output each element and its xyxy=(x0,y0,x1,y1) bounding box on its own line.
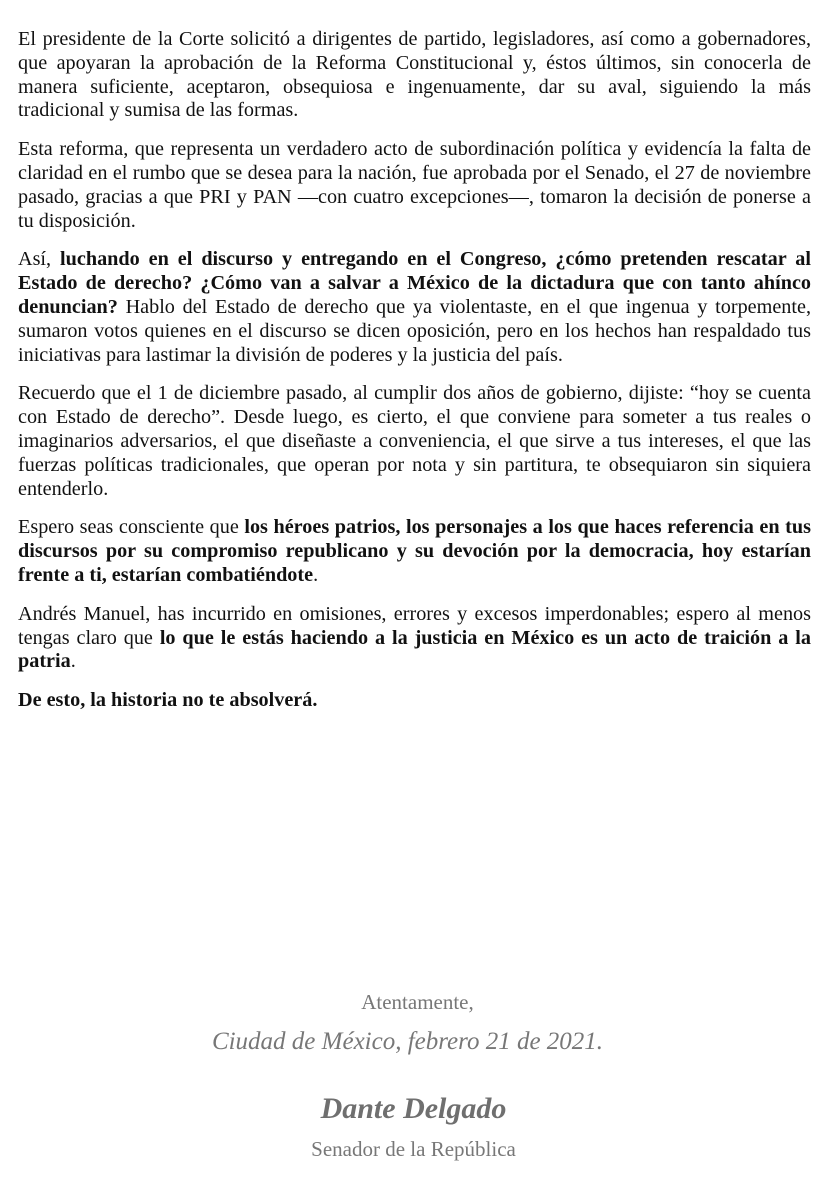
paragraph-3-rest: Hablo del Estado de derecho que ya violentaste, en el que ingenua y torpemente, sumaron votos quienes en el discurso se dicen oposición, pero en los hechos han respaldado tus iniciativas para lastimar la división de poderes y la justicia del país. xyxy=(18,295,811,366)
paragraph-1: El presidente de la Corte solicitó a dirigentes de partido, legisladores, así como a gobernadores, que apoyaran la aprobación de la Reforma Constitucional y, éstos últimos, sin conocerla de manera suficiente, aceptaron, obsequiosa e ingenuamente, dar su aval, siguiendo la más tradicional y sumisa de las formas. xyxy=(18,28,811,122)
paragraph-2: Esta reforma, que representa un verdadero acto de subordinación política y evidencía la falta de claridad en el rumbo que se desea para la nación, fue aprobada por el Senado, el 27 de noviembre pasado, gracias a que PRI y PAN —con cuatro excepciones—, tomaron la decisión de ponerse a tu disposición. xyxy=(18,138,811,232)
closing-statement: De esto, la historia no te absolverá. xyxy=(18,689,318,712)
paragraph-5-end: . xyxy=(313,563,319,586)
letter-body xyxy=(18,28,811,728)
paragraph-5-intro: Espero seas consciente que xyxy=(18,516,245,539)
paragraph-3 xyxy=(18,248,811,367)
paragraph-5 xyxy=(18,516,811,587)
paragraph-4: Recuerdo que el 1 de diciembre pasado, al cumplir dos años de gobierno, dijiste: “hoy se cuenta con Estado de derecho”. Desde luego, es cierto, el que conviene para someter a tus reales o imaginarios adversarios, el que diseñaste a conveniencia, el que sirve a tus intereses, el que las fuerzas políticas tradicionales, que operan por nota y sin partitura, te obsequiaron sin siquiera entenderlo. xyxy=(18,382,811,500)
paragraph-6-emphasis: lo que le estás haciendo a la justicia en México es un acto de traición a la patria xyxy=(18,626,811,673)
paragraph-3-intro: Así, xyxy=(18,248,61,271)
signer-name: Dante Delgado xyxy=(320,1092,507,1125)
paragraph-6 xyxy=(18,603,811,674)
paragraph-3-emphasis: luchando en el discurso y entregando en el Congreso, ¿cómo pretenden rescatar al Estado de derecho? ¿Cómo van a salvar a México de la dictadura que con tanto ahínco denuncian? xyxy=(18,248,811,318)
signer-title: Senador de la República xyxy=(311,1137,516,1161)
paragraph-6-end: . xyxy=(70,650,76,673)
place-date-line: Ciudad de México, febrero 21 de 2021. xyxy=(211,1028,604,1055)
paragraph-6-intro: Andrés Manuel, has incurrido en omisiones, errores y excesos imperdonables; espero al menos tengas claro que xyxy=(18,602,811,649)
regards-line: Atentamente, xyxy=(361,990,474,1014)
paragraph-5-emphasis: los héroes patrios, los personajes a los que haces referencia en tus discursos por su compromiso republicano y su devoción por la democracia, hoy estarían frente a ti, estarían combatiéndote xyxy=(18,516,811,586)
